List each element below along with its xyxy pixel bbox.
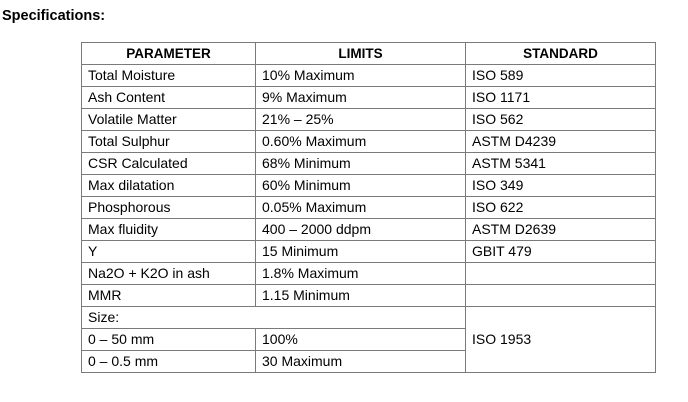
limit-cell: 21% – 25% xyxy=(256,109,466,131)
parameter-cell: Ash Content xyxy=(82,87,256,109)
limit-cell: 10% Maximum xyxy=(256,65,466,87)
limit-cell: 30 Maximum xyxy=(256,351,466,373)
standard-cell: ISO 1171 xyxy=(466,87,656,109)
limit-cell: 15 Minimum xyxy=(256,241,466,263)
table-row xyxy=(82,65,656,87)
size-range-cell: 0 – 50 mm xyxy=(82,329,256,351)
table-row xyxy=(82,87,656,109)
limit-cell: 60% Minimum xyxy=(256,175,466,197)
column-header-standard: STANDARD xyxy=(466,43,656,65)
size-standard-cell: ISO 1953 xyxy=(466,307,656,373)
table-row xyxy=(82,197,656,219)
parameter-cell: Total Sulphur xyxy=(82,131,256,153)
parameter-cell: Max dilatation xyxy=(82,175,256,197)
limit-cell: 0.05% Maximum xyxy=(256,197,466,219)
standard-cell xyxy=(466,285,656,307)
standard-cell: ISO 349 xyxy=(466,175,656,197)
size-header-row xyxy=(82,307,656,329)
table-header-row xyxy=(82,43,656,65)
table-row xyxy=(82,175,656,197)
limit-cell: 1.8% Maximum xyxy=(256,263,466,285)
standard-cell: ASTM 5341 xyxy=(466,153,656,175)
parameter-cell: Phosphorous xyxy=(82,197,256,219)
parameter-cell: Volatile Matter xyxy=(82,109,256,131)
limit-cell: 400 – 2000 ddpm xyxy=(256,219,466,241)
size-range-cell: 0 – 0.5 mm xyxy=(82,351,256,373)
standard-cell: ISO 622 xyxy=(466,197,656,219)
limit-cell: 1.15 Minimum xyxy=(256,285,466,307)
column-header-limits: LIMITS xyxy=(256,43,466,65)
table-row xyxy=(82,285,656,307)
parameter-cell: MMR xyxy=(82,285,256,307)
table-row xyxy=(82,131,656,153)
standard-cell: ISO 589 xyxy=(466,65,656,87)
table-row xyxy=(82,153,656,175)
size-label: Size: xyxy=(82,307,466,329)
limit-cell: 0.60% Maximum xyxy=(256,131,466,153)
table-row xyxy=(82,109,656,131)
standard-cell: ASTM D4239 xyxy=(466,131,656,153)
table-row xyxy=(82,241,656,263)
specifications-table xyxy=(81,42,656,373)
limit-cell: 9% Maximum xyxy=(256,87,466,109)
parameter-cell: CSR Calculated xyxy=(82,153,256,175)
parameter-cell: Y xyxy=(82,241,256,263)
standard-cell xyxy=(466,263,656,285)
parameter-cell: Max fluidity xyxy=(82,219,256,241)
limit-cell: 100% xyxy=(256,329,466,351)
standard-cell: ISO 562 xyxy=(466,109,656,131)
column-header-parameter: PARAMETER xyxy=(82,43,256,65)
table-row xyxy=(82,219,656,241)
standard-cell: GBIT 479 xyxy=(466,241,656,263)
parameter-cell: Total Moisture xyxy=(82,65,256,87)
standard-cell: ASTM D2639 xyxy=(466,219,656,241)
table-row xyxy=(82,263,656,285)
parameter-cell: Na2O + K2O in ash xyxy=(82,263,256,285)
limit-cell: 68% Minimum xyxy=(256,153,466,175)
page-title: Specifications: xyxy=(2,8,106,24)
